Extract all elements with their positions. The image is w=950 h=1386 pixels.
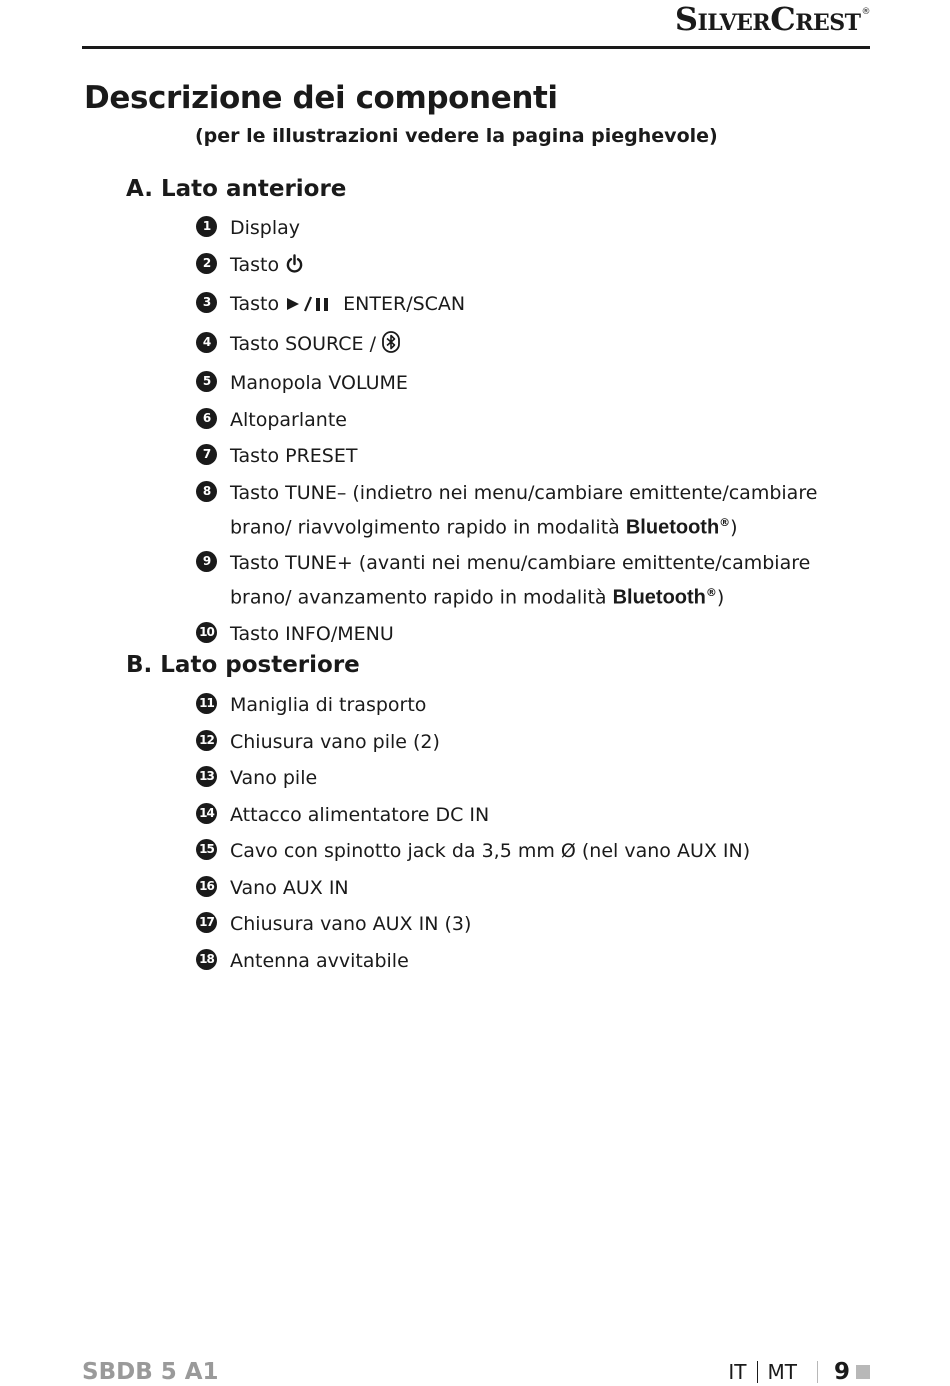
item-number-badge: 10 (196, 622, 217, 643)
item-number-badge: 16 (196, 876, 217, 897)
item-text: Tasto PRESET (230, 445, 358, 467)
registered-mark: ® (705, 586, 717, 600)
list-item (196, 763, 856, 793)
item-text-container (230, 478, 856, 542)
page-title: Descrizione dei componenti (84, 80, 558, 116)
item-text: Vano pile (230, 767, 318, 789)
list-item (196, 836, 856, 866)
list-item (196, 946, 856, 976)
section-a-list (196, 213, 856, 656)
item-text: Attacco alimentatore DC IN (230, 803, 490, 826)
footer-lang-mt: MT (767, 1360, 797, 1384)
footer-lang-it: IT (728, 1360, 747, 1384)
brand-word-silver: Silver (674, 0, 771, 38)
item-text-suffix: ENTER/SCAN (343, 293, 466, 315)
item-text-container (230, 250, 856, 283)
list-item (196, 329, 856, 362)
list-item (196, 368, 856, 398)
footer-page-info (728, 1359, 870, 1385)
item-text-container (230, 289, 856, 322)
section-a-heading: A. Lato anteriore (126, 176, 347, 202)
item-text: Chiusura vano AUX IN (3) (230, 913, 472, 935)
item-number-badge: 15 (196, 839, 217, 860)
item-text-container (230, 548, 856, 612)
list-item (196, 250, 856, 283)
item-text-container (230, 329, 856, 362)
item-text: Tasto (230, 293, 280, 315)
list-item (196, 405, 856, 435)
section-b-heading: B. Lato posteriore (126, 652, 360, 678)
footer-separator (757, 1361, 758, 1383)
item-number-badge: 4 (196, 332, 217, 353)
item-text: Vano AUX IN (230, 876, 349, 899)
item-text: Tasto (230, 253, 280, 276)
footer-separator-light (817, 1361, 818, 1383)
page-number: 9 (833, 1359, 850, 1385)
item-number-badge: 14 (196, 803, 217, 824)
item-number-badge: 8 (196, 481, 217, 502)
item-number-badge: 3 (196, 292, 217, 313)
header-rule (82, 46, 870, 49)
item-text: Maniglia di trasporto (230, 694, 427, 716)
item-text: Tasto INFO/MENU (230, 623, 394, 646)
list-item (196, 619, 856, 649)
list-item (196, 690, 856, 720)
item-number-badge: 11 (196, 693, 217, 714)
list-item (196, 800, 856, 830)
closing-paren: ) (730, 515, 738, 538)
bluetooth-icon (382, 331, 400, 362)
brand-logo (675, 0, 870, 38)
item-number-badge: 6 (196, 408, 217, 429)
item-number-badge: 17 (196, 912, 217, 933)
list-item (196, 289, 856, 322)
closing-paren: ) (716, 586, 725, 609)
item-number-badge: 2 (196, 253, 217, 274)
list-item (196, 873, 856, 903)
item-text: Tasto SOURCE / (230, 332, 377, 355)
item-text: Cavo con spinotto jack da 3,5 mm Ø (nel vano AUX IN) (230, 840, 751, 862)
list-item (196, 548, 856, 612)
item-text: Antenna avvitabile (230, 949, 409, 972)
item-text: Tasto TUNE+ (avanti nei menu/cambiare emittente/cambiare brano/ avanzamento rapido in modalità (230, 552, 811, 609)
item-number-badge: 12 (196, 730, 217, 751)
section-b-list (196, 690, 856, 982)
page-subtitle: (per le illustrazioni vedere la pagina pieghevole) (195, 125, 718, 147)
item-text: Altoparlante (230, 408, 347, 431)
list-item (196, 441, 856, 471)
list-item (196, 478, 856, 542)
item-number-badge: 1 (196, 216, 217, 237)
item-number-badge: 7 (196, 444, 217, 465)
bluetooth-brand-text: Bluetooth (625, 515, 720, 538)
item-text: Manopola VOLUME (230, 372, 408, 394)
power-icon (285, 253, 304, 283)
brand-word-crest: Crest (770, 0, 861, 38)
item-number-badge: 5 (196, 371, 217, 392)
play-pause-icon (285, 292, 337, 322)
item-number-badge: 9 (196, 551, 217, 572)
list-item (196, 727, 856, 757)
item-text: Display (230, 217, 301, 239)
bluetooth-brand-text: Bluetooth (612, 586, 706, 609)
list-item (196, 909, 856, 939)
item-number-badge: 18 (196, 949, 217, 970)
item-text: Tasto TUNE– (indietro nei menu/cambiare emittente/cambiare brano/ riavvolgimento rapido in modalità (230, 481, 818, 538)
brand-registered-mark: ® (861, 7, 870, 17)
registered-mark: ® (719, 515, 731, 529)
footer-model-number: SBDB 5 A1 (82, 1359, 219, 1385)
list-item (196, 213, 856, 243)
item-number-badge: 13 (196, 766, 217, 787)
page-marker-square (856, 1365, 870, 1379)
item-text: Chiusura vano pile (2) (230, 730, 440, 753)
